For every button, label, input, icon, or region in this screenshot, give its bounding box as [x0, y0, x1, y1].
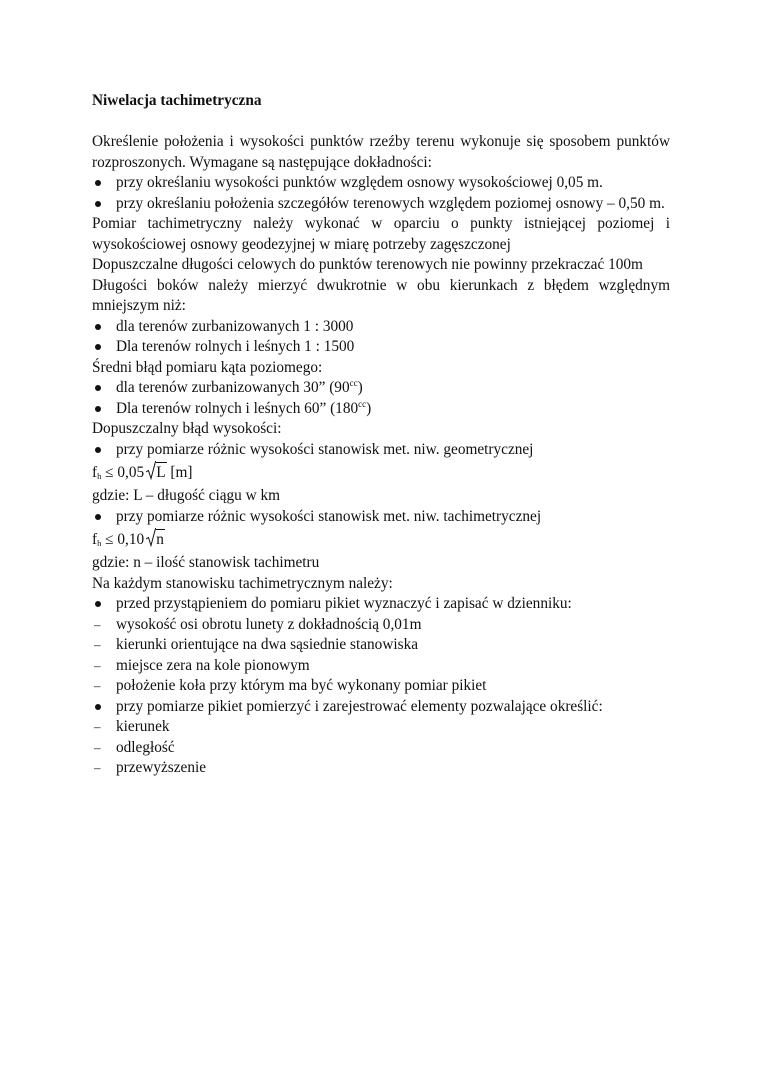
where-line-1: gdzie: L – długość ciągu w km: [92, 487, 281, 504]
list-item: przy określaniu wysokości punktów względem osnowy wysokościowej 0,05 m.: [92, 173, 670, 194]
dash-icon: –: [94, 739, 101, 755]
angle-heading: Średni błąd pomiaru kąta poziomego:: [92, 358, 323, 376]
list-item: przy pomiarze pikiet pomierzyć i zarejestrować elementy pozwalające określić:: [92, 697, 670, 718]
sides-paragraph: Długości boków należy mierzyć dwukrotnie w obu kierunkach z błędem względnym mniejszym niż:: [92, 276, 670, 314]
list-item: przy pomiarze różnic wysokości stanowisk met. niw. geometrycznej: [92, 440, 670, 461]
document-body: [92, 91, 670, 779]
list-item: – wysokość osi obrotu lunety z dokładnością 0,01m: [92, 615, 670, 636]
bullet-icon: [95, 704, 101, 710]
list-item: – miejsce zera na kole pionowym: [92, 656, 670, 677]
intro-paragraph: Określenie położenia i wysokości punktów rzeźby terenu wykonuje się sposobem punktów rozproszonych. Wymagane są następujące dokładności:: [92, 133, 670, 171]
radical-sign-icon: [146, 527, 156, 547]
bullet-icon: [95, 514, 101, 520]
list-item: dla terenów zurbanizowanych 1 : 3000: [92, 317, 670, 338]
dash-icon: –: [94, 719, 101, 734]
formula-geometric: $f_h \le 0,05$ L [m]: [92, 460, 670, 486]
bullet-icon: [95, 344, 101, 350]
station-heading: Na każdym stanowisku tachimetrycznym należy:: [92, 574, 393, 592]
dash-icon: –: [94, 616, 101, 632]
dash-icon: –: [94, 637, 101, 652]
list-item: – kierunek: [92, 717, 670, 738]
dash-icon: –: [94, 657, 101, 673]
list-item: Dla terenów rolnych i leśnych 1 : 1500: [92, 337, 670, 358]
list-item: – położenie koła przy którym ma być wykonany pomiar pikiet: [92, 676, 670, 697]
basis-paragraph: Pomiar tachimetryczny należy wykonać w oparciu o punkty istniejącej poziomej i wysokościowej osnowy geodezyjnej w miarę potrzeby zagęszczonej: [92, 215, 670, 253]
height-error-heading: Dopuszczalny błąd wysokości:: [92, 420, 282, 437]
bullet-icon: [95, 601, 101, 607]
sight-length-line: Dopuszczalne długości celowych do punktów terenowych nie powinny przekraczać 100m: [92, 256, 643, 273]
bullet-icon: [95, 201, 101, 207]
bullet-icon: [95, 385, 101, 391]
square-root: L: [146, 463, 166, 484]
formula-tachymetric: $f_h \le 0,10$ n: [92, 527, 670, 553]
dash-icon: –: [94, 760, 101, 775]
bullet-icon: [95, 406, 101, 412]
list-item: – kierunki orientujące na dwa sąsiednie stanowiska: [92, 635, 670, 656]
square-root: n: [146, 530, 165, 551]
list-item: przy określaniu położenia szczegółów terenowych względem poziomej osnowy – 0,50 m.: [92, 194, 670, 215]
list-item: przy pomiarze różnic wysokości stanowisk met. niw. tachimetrycznej: [92, 507, 670, 528]
bullet-icon: [95, 447, 101, 453]
document-title: Niwelacja tachimetryczna: [92, 92, 262, 109]
dash-icon: –: [94, 678, 101, 693]
list-item: – przewyższenie: [92, 758, 670, 779]
bullet-icon: [95, 324, 101, 330]
where-line-2: gdzie: n – ilość stanowisk tachimetru: [92, 554, 320, 571]
list-item: dla terenów zurbanizowanych 30” $(90^{cc})$: [92, 378, 670, 399]
list-item: – odległość: [92, 738, 670, 759]
list-item: Dla terenów rolnych i leśnych 60” $(180^{cc})$: [92, 399, 670, 420]
bullet-icon: [95, 180, 101, 186]
list-item: przed przystąpieniem do pomiaru pikiet wyznaczyć i zapisać w dzienniku:: [92, 594, 670, 615]
spacer: [92, 112, 670, 133]
radical-sign-icon: [146, 460, 156, 480]
